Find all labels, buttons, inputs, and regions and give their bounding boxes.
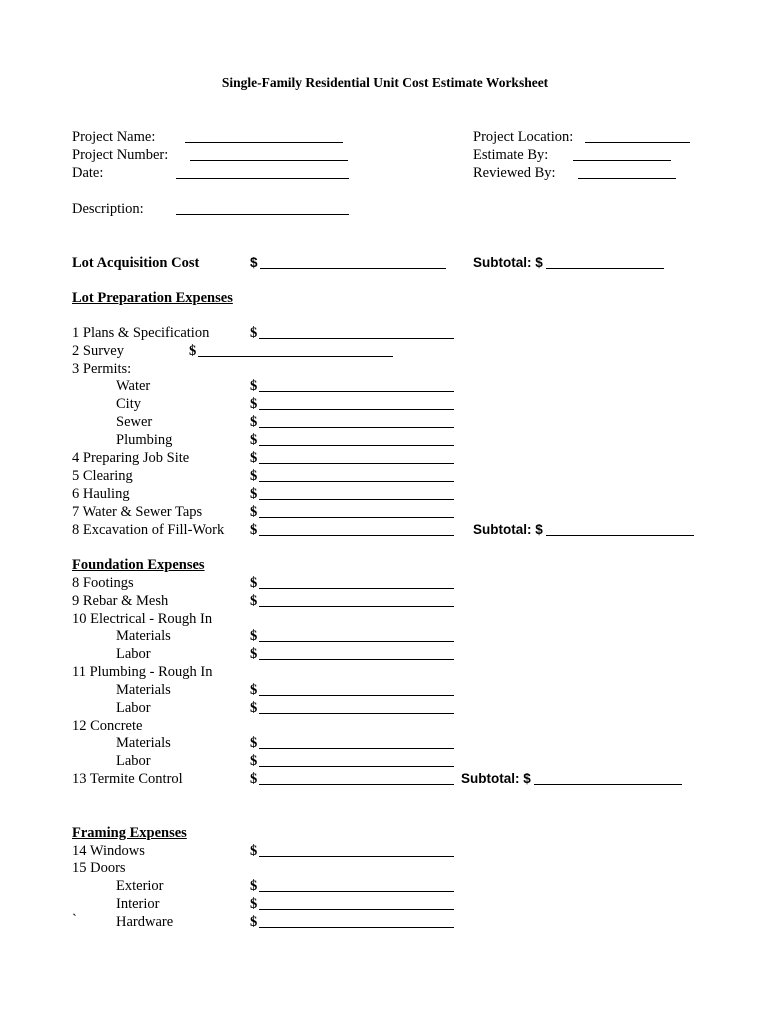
list-item: Labor xyxy=(116,753,151,769)
lot-acquisition-field[interactable] xyxy=(260,268,446,269)
list-item: 9 Rebar & Mesh xyxy=(72,593,169,609)
amount-field[interactable] xyxy=(259,713,454,714)
lot-acquisition-label: Lot Acquisition Cost xyxy=(72,255,200,271)
amount-field[interactable] xyxy=(259,427,454,428)
list-item: Materials xyxy=(116,682,171,698)
dollar-sign: $ xyxy=(250,575,258,591)
dollar-sign: $ xyxy=(250,878,258,894)
amount-field[interactable] xyxy=(259,409,454,410)
date-label: Date: xyxy=(72,165,104,181)
foundation-heading: Foundation Expenses xyxy=(72,557,205,573)
list-item: 10 Electrical - Rough In xyxy=(72,611,213,627)
amount-field[interactable] xyxy=(259,695,454,696)
estimate-by-label: Estimate By: xyxy=(473,147,549,163)
dollar-sign: $ xyxy=(250,735,258,751)
amount-field[interactable] xyxy=(259,588,454,589)
list-item: 4 Preparing Job Site xyxy=(72,450,190,466)
project-location-field[interactable] xyxy=(585,142,690,143)
project-number-label: Project Number: xyxy=(72,147,169,163)
amount-field[interactable] xyxy=(259,856,454,857)
list-item: Sewer xyxy=(116,414,153,430)
dollar-sign: $ xyxy=(250,414,258,430)
description-label: Description: xyxy=(72,201,144,217)
list-item: 8 Footings xyxy=(72,575,134,591)
list-item: 12 Concrete xyxy=(72,718,143,734)
dollar-sign: $ xyxy=(250,504,258,520)
amount-field[interactable] xyxy=(259,766,454,767)
dollar-sign: $ xyxy=(189,343,197,359)
stray-mark: ` xyxy=(72,912,77,928)
list-item: Materials xyxy=(116,628,171,644)
amount-field[interactable] xyxy=(259,499,454,500)
list-item: Exterior xyxy=(116,878,164,894)
dollar-sign: $ xyxy=(250,753,258,769)
dollar-sign: $ xyxy=(250,843,258,859)
amount-field[interactable] xyxy=(259,748,454,749)
amount-field[interactable] xyxy=(259,463,454,464)
list-item: 1 Plans & Specification xyxy=(72,325,210,341)
lot-preparation-subtotal-label: Subtotal: $ xyxy=(473,522,543,537)
page-title: Single-Family Residential Unit Cost Estimate Worksheet xyxy=(221,75,549,90)
amount-field[interactable] xyxy=(259,338,454,339)
list-item: 7 Water & Sewer Taps xyxy=(72,504,203,520)
dollar-sign: $ xyxy=(250,255,258,270)
list-item: Labor xyxy=(116,646,151,662)
list-item: Hardware xyxy=(116,914,174,930)
project-name-label: Project Name: xyxy=(72,129,156,145)
lot-acquisition-subtotal-label: Subtotal: $ xyxy=(473,255,543,270)
list-item: Labor xyxy=(116,700,151,716)
amount-field[interactable] xyxy=(259,445,454,446)
project-name-field[interactable] xyxy=(185,142,343,143)
dollar-sign: $ xyxy=(250,468,258,484)
lot-acquisition-subtotal-field[interactable] xyxy=(546,268,664,269)
dollar-sign: $ xyxy=(250,325,258,341)
dollar-sign: $ xyxy=(250,593,258,609)
amount-field[interactable] xyxy=(259,535,454,536)
amount-field[interactable] xyxy=(259,659,454,660)
list-item: 14 Windows xyxy=(72,843,145,859)
dollar-sign: $ xyxy=(250,450,258,466)
date-field[interactable] xyxy=(176,178,349,179)
list-item: Materials xyxy=(116,735,171,751)
list-item: 11 Plumbing - Rough In xyxy=(72,664,213,680)
amount-field[interactable] xyxy=(198,356,393,357)
reviewed-by-field[interactable] xyxy=(578,178,676,179)
list-item: Water xyxy=(116,378,151,394)
list-item: Interior xyxy=(116,896,160,912)
list-item: 2 Survey xyxy=(72,343,124,359)
amount-field[interactable] xyxy=(259,927,454,928)
dollar-sign: $ xyxy=(250,771,258,787)
list-item: 15 Doors xyxy=(72,860,126,876)
lot-preparation-subtotal-field[interactable] xyxy=(546,535,694,536)
reviewed-by-label: Reviewed By: xyxy=(473,165,556,181)
list-item: City xyxy=(116,396,141,412)
dollar-sign: $ xyxy=(250,396,258,412)
dollar-sign: $ xyxy=(250,486,258,502)
framing-heading: Framing Expenses xyxy=(72,825,187,841)
list-item: 6 Hauling xyxy=(72,486,130,502)
project-location-label: Project Location: xyxy=(473,129,574,145)
dollar-sign: $ xyxy=(250,682,258,698)
amount-field[interactable] xyxy=(259,784,454,785)
amount-field[interactable] xyxy=(259,891,454,892)
dollar-sign: $ xyxy=(250,432,258,448)
amount-field[interactable] xyxy=(259,606,454,607)
list-item: 13 Termite Control xyxy=(72,771,183,787)
amount-field[interactable] xyxy=(259,391,454,392)
amount-field[interactable] xyxy=(259,909,454,910)
list-item: 5 Clearing xyxy=(72,468,133,484)
list-item: 3 Permits: xyxy=(72,361,132,377)
amount-field[interactable] xyxy=(259,641,454,642)
foundation-subtotal-field[interactable] xyxy=(534,784,682,785)
amount-field[interactable] xyxy=(259,517,454,518)
dollar-sign: $ xyxy=(250,896,258,912)
estimate-by-field[interactable] xyxy=(573,160,671,161)
list-item: Plumbing xyxy=(116,432,173,448)
foundation-subtotal-label: Subtotal: $ xyxy=(461,771,531,786)
dollar-sign: $ xyxy=(250,914,258,930)
dollar-sign: $ xyxy=(250,628,258,644)
list-item: 8 Excavation of Fill-Work xyxy=(72,522,225,538)
lot-preparation-heading: Lot Preparation Expenses xyxy=(72,290,233,306)
dollar-sign: $ xyxy=(250,646,258,662)
dollar-sign: $ xyxy=(250,700,258,716)
project-number-field[interactable] xyxy=(190,160,348,161)
amount-field[interactable] xyxy=(259,481,454,482)
dollar-sign: $ xyxy=(250,378,258,394)
description-field[interactable] xyxy=(176,214,349,215)
dollar-sign: $ xyxy=(250,522,258,538)
